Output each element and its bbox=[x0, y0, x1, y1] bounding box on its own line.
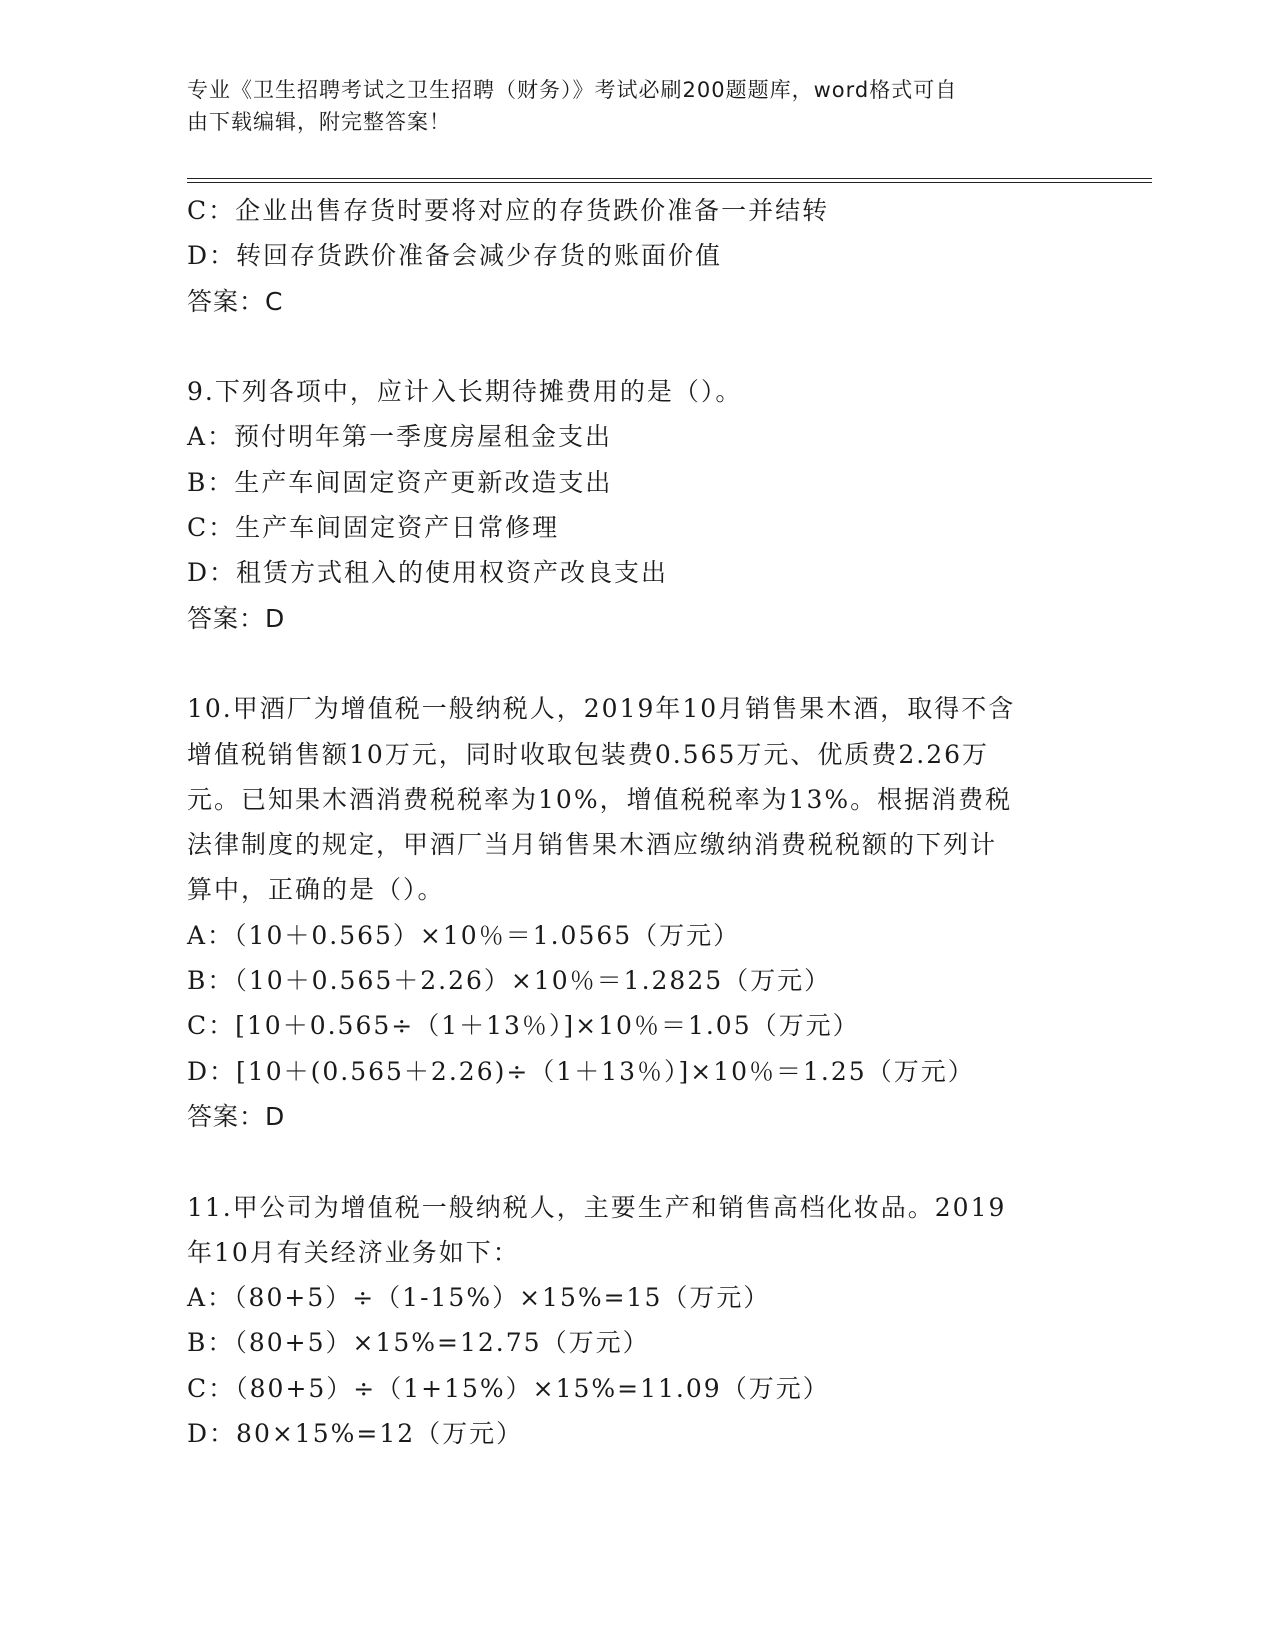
header-line-1: 专业《卫生招聘考试之卫生招聘（财务）》考试必刷200题题库，word格式可自 bbox=[187, 78, 958, 102]
question-11 bbox=[187, 1185, 1087, 1457]
option-a: A：预付明年第一季度房屋租金支出 bbox=[187, 422, 613, 452]
question-stem-line: 增值税销售额10万元，同时收取包装费0.565万元、优质费2.26万 bbox=[187, 739, 990, 769]
option-d: D：转回存货跌价准备会减少存货的账面价值 bbox=[187, 241, 723, 271]
question-8 bbox=[187, 188, 1087, 324]
option-a: A：（10＋0.565）×10％＝1.0565（万元） bbox=[187, 920, 741, 950]
question-stem-line: 年10月有关经济业务如下： bbox=[187, 1237, 520, 1267]
header-divider-top bbox=[187, 178, 1152, 179]
option-b: B：（10＋0.565＋2.26）×10％＝1.2825（万元） bbox=[187, 966, 832, 996]
question-stem-line: 10.甲酒厂为增值税一般纳税人，2019年10月销售果木酒，取得不含 bbox=[187, 694, 1016, 724]
header-line-2: 由下载编辑，附完整答案！ bbox=[187, 110, 451, 134]
question-stem-line: 元。已知果木酒消费税税率为10%，增值税税率为13%。根据消费税 bbox=[187, 784, 1013, 814]
option-b: B：生产车间固定资产更新改造支出 bbox=[187, 467, 613, 497]
answer: 答案：C bbox=[187, 286, 284, 316]
option-c: C：企业出售存货时要将对应的存货跌价准备一并结转 bbox=[187, 196, 830, 225]
question-10 bbox=[187, 686, 1087, 1139]
option-d: D：租赁方式租入的使用权资产改良支出 bbox=[187, 558, 669, 588]
option-d: D：80×15%=12（万元） bbox=[187, 1419, 524, 1449]
question-9 bbox=[187, 369, 1087, 641]
page-header bbox=[187, 74, 1067, 138]
answer: 答案：D bbox=[187, 603, 286, 633]
option-b: B：（80+5）×15%=12.75（万元） bbox=[187, 1328, 650, 1358]
header-divider-bottom bbox=[187, 182, 1152, 183]
option-c: C：[10＋0.565÷（1＋13％）]×10％＝1.05（万元） bbox=[187, 1011, 860, 1041]
option-c: C：（80+5）÷（1+15%）×15%=11.09（万元） bbox=[187, 1373, 830, 1403]
question-stem-line: 算中，正确的是（）。 bbox=[187, 875, 445, 905]
question-stem-line: 法律制度的规定，甲酒厂当月销售果木酒应缴纳消费税税额的下列计 bbox=[187, 830, 998, 860]
option-a: A：（80+5）÷（1-15%）×15%=15（万元） bbox=[187, 1283, 771, 1313]
answer: 答案：D bbox=[187, 1101, 286, 1131]
question-stem-line: 11.甲公司为增值税一般纳税人，主要生产和销售高档化妆品。2019 bbox=[187, 1192, 1007, 1222]
option-d: D：[10＋(0.565＋2.26)÷（1＋13％）]×10％＝1.25（万元） bbox=[187, 1056, 975, 1086]
question-stem: 9.下列各项中，应计入长期待摊费用的是（）。 bbox=[187, 377, 743, 407]
question-list bbox=[187, 188, 1087, 1456]
option-c: C：生产车间固定资产日常修理 bbox=[187, 513, 560, 543]
